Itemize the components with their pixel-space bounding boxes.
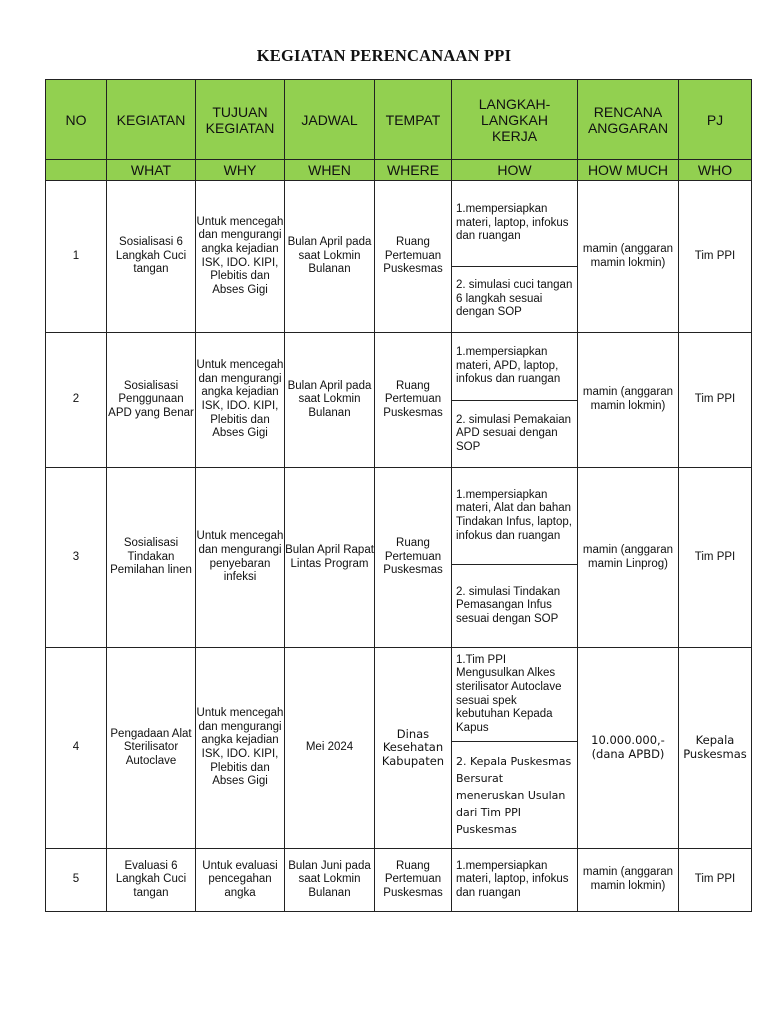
jadwal-cell: Bulan April pada saat Lokmin Bulanan [285, 181, 375, 333]
tempat-cell: Ruang Pertemuan Puskesmas [375, 333, 452, 468]
header-no: NO [46, 80, 107, 160]
row-number: 2 [46, 333, 107, 468]
step-text: 2. simulasi Pemakaian APD sesuai dengan SOP [456, 413, 572, 453]
subheader-how-much: HOW MUCH [578, 160, 679, 181]
step-text: 1.Tim PPI Mengusulkan Alkes sterilisator Autoclave sesuai spek kebutuhan Kepada Kapus [456, 653, 562, 734]
subheader-where: WHERE [375, 160, 452, 181]
subheader-row [46, 160, 752, 181]
jadwal-cell: Bulan Juni pada saat Lokmin Bulanan [285, 849, 375, 912]
jadwal-cell: Bulan April pada saat Lokmin Bulanan [285, 333, 375, 468]
header-jadwal: JADWAL [285, 80, 375, 160]
header-tempat: TEMPAT [375, 80, 452, 160]
tujuan-cell: Untuk mencegah dan mengurangi penyebaran infeksi [196, 468, 285, 648]
kegiatan-cell: Sosialisasi Penggunaan APD yang Benar [107, 333, 196, 468]
header-row [46, 80, 752, 160]
tujuan-cell: Untuk evaluasi pencegahan angka [196, 849, 285, 912]
kegiatan-cell: Sosialisasi 6 Langkah Cuci tangan [107, 181, 196, 333]
tujuan-cell: Untuk mencegah dan mengurangi angka kejadian ISK, IDO. KIPI, Plebitis dan Abses Gigi [196, 333, 285, 468]
step-item [452, 181, 577, 267]
subheader-what: WHAT [107, 160, 196, 181]
kegiatan-cell: Evaluasi 6 Langkah Cuci tangan [107, 849, 196, 912]
anggaran-cell: mamin (anggaran mamin Linprog) [578, 468, 679, 648]
table-row [46, 468, 752, 648]
step-text: 2. Kepala Puskesmas Bersurat meneruskan Usulan dari Tim PPI Puskesmas [456, 754, 572, 836]
tujuan-cell: Untuk mencegah dan mengurangi angka kejadian ISK, IDO. KIPI, Plebitis dan Abses Gigi [196, 181, 285, 333]
step-text: 1.mempersiapkan materi, APD, laptop, infokus dan ruangan [456, 346, 561, 386]
pj-cell: Tim PPI [679, 849, 752, 912]
langkah-cell [452, 648, 578, 849]
step-text: 1.mempersiapkan materi, laptop, infokus dan ruangan [456, 203, 569, 243]
jadwal-cell: Bulan April Rapat Lintas Program [285, 468, 375, 648]
tujuan-cell: Untuk mencegah dan mengurangi angka kejadian ISK, IDO. KIPI, Plebitis dan Abses Gigi [196, 648, 285, 849]
step-text: 2. simulasi cuci tangan 6 langkah sesuai dengan SOP [456, 279, 573, 319]
pj-cell: Tim PPI [679, 333, 752, 468]
subheader-how: HOW [452, 160, 578, 181]
tempat-cell: Dinas Kesehatan Kabupaten [375, 648, 452, 849]
step-item [452, 333, 577, 401]
pj-cell: Kepala Puskesmas [679, 648, 752, 849]
step-item [452, 742, 577, 848]
table-row [46, 181, 752, 333]
kegiatan-cell: Pengadaan Alat Sterilisator Autoclave [107, 648, 196, 849]
langkah-cell [452, 333, 578, 468]
kegiatan-cell: Sosialisasi Tindakan Pemilahan linen [107, 468, 196, 648]
step-item [452, 565, 577, 647]
header-anggaran: RENCANA ANGGARAN [578, 80, 679, 160]
subheader-why: WHY [196, 160, 285, 181]
table-row [46, 648, 752, 849]
header-kegiatan: KEGIATAN [107, 80, 196, 160]
row-number: 5 [46, 849, 107, 912]
subheader-blank [46, 160, 107, 181]
row-number: 4 [46, 648, 107, 849]
step-text: 2. simulasi Tindakan Pemasangan Infus sesuai dengan SOP [456, 585, 561, 625]
langkah-cell [452, 468, 578, 648]
row-number: 1 [46, 181, 107, 333]
step-item [452, 267, 577, 332]
step-text: 1.mempersiapkan materi, laptop, infokus dan ruangan [456, 859, 569, 899]
tempat-cell: Ruang Pertemuan Puskesmas [375, 849, 452, 912]
jadwal-cell: Mei 2024 [285, 648, 375, 849]
header-pj: PJ [679, 80, 752, 160]
header-tujuan: TUJUAN KEGIATAN [196, 80, 285, 160]
pj-cell: Tim PPI [679, 181, 752, 333]
anggaran-cell: mamin (anggaran mamin lokmin) [578, 849, 679, 912]
planning-table [45, 79, 752, 912]
anggaran-cell: mamin (anggaran mamin lokmin) [578, 181, 679, 333]
pj-cell: Tim PPI [679, 468, 752, 648]
langkah-cell [452, 181, 578, 333]
subheader-who: WHO [679, 160, 752, 181]
step-item [452, 401, 577, 467]
header-langkah: LANGKAH-LANGKAH KERJA [452, 80, 578, 160]
subheader-when: WHEN [285, 160, 375, 181]
langkah-cell [452, 849, 578, 912]
step-text: 1.mempersiapkan materi, Alat dan bahan Tindakan Infus, laptop, infokus dan ruangan [456, 488, 572, 542]
table-row [46, 849, 752, 912]
step-item [452, 468, 577, 565]
document-title: KEGIATAN PERENCANAAN PPI [256, 46, 512, 65]
anggaran-cell: 10.000.000,- (dana APBD) [578, 648, 679, 849]
table-row [46, 333, 752, 468]
step-item [452, 648, 577, 742]
step-item [452, 849, 577, 911]
tempat-cell: Ruang Pertemuan Puskesmas [375, 468, 452, 648]
row-number: 3 [46, 468, 107, 648]
anggaran-cell: mamin (anggaran mamin lokmin) [578, 333, 679, 468]
tempat-cell: Ruang Pertemuan Puskesmas [375, 181, 452, 333]
